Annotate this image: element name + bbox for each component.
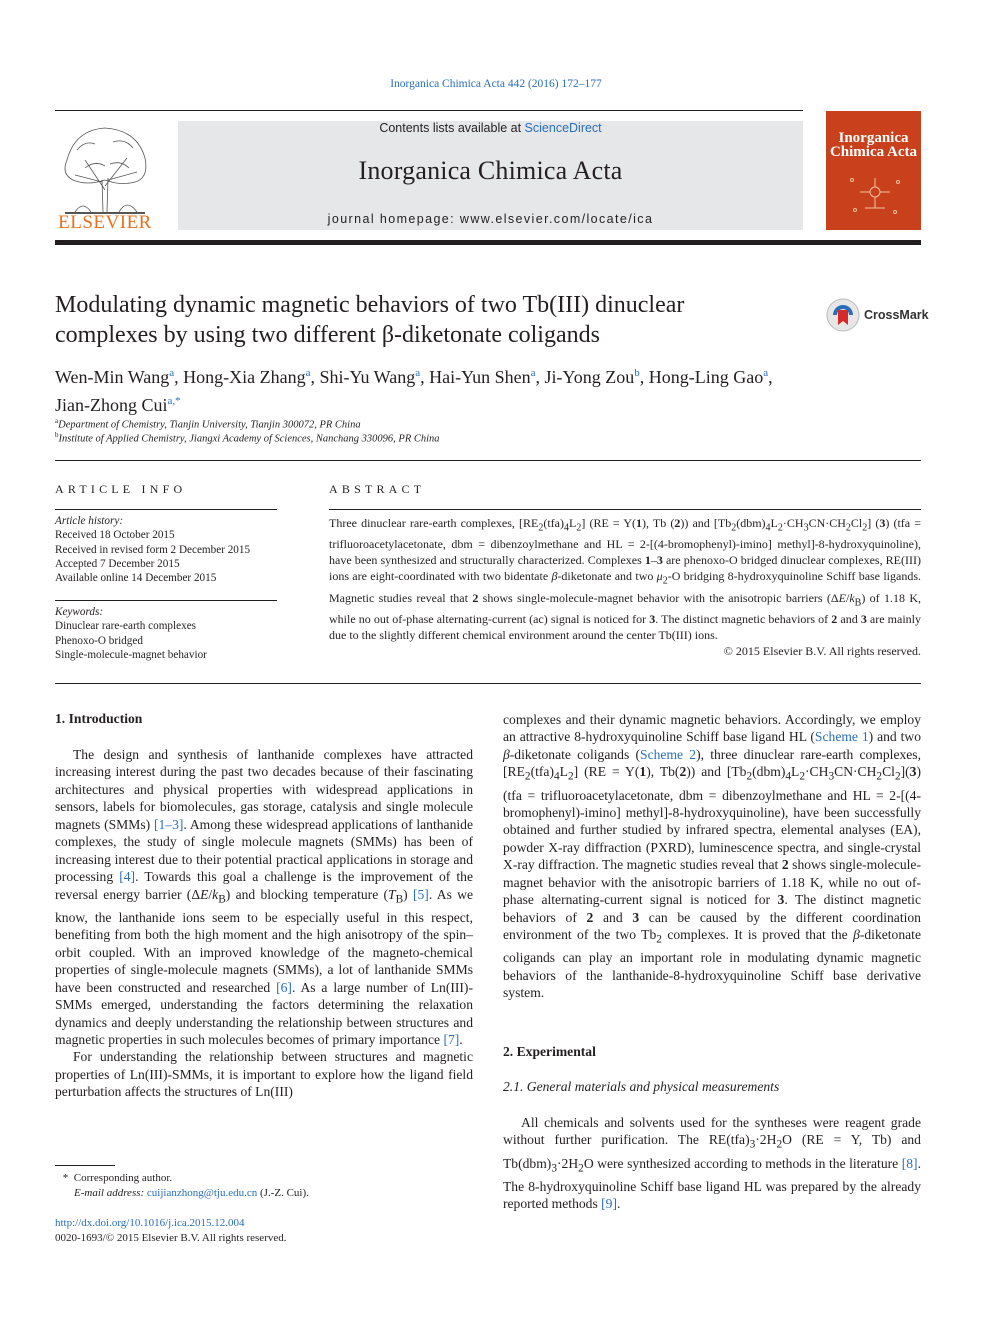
footnote-rule	[55, 1165, 115, 1166]
affiliation-text: Institute of Applied Chemistry, Jiangxi Academy of Sciences, Nanchang 330096, PR China	[58, 433, 440, 445]
introduction-continued: complexes and their dynamic magnetic behaviors. Accordingly, we employ an attractive 8-hydroxyquinoline Schiff base ligand HL (Scheme 1) and two β-diketonate coligands (Scheme 2), three dinuclear rare-earth complexes, $[RE_2(tfa)_4L_2] (RE = Y(1)$, Tb(2)) and $[Tb_2(dbm)_4L_2\cdot CH_3CN\cdot CH_2Cl_2](3) (tfa$ = trifluoroacetylacetonate, dbm = dibenzoylmethane and HL = 2-[(4-bromophenyl)-imino] methyl]-8-hydroxyquinoline), have been successfully obtained and further studied by infrared spectra, elemental analyses (EA), powder X-ray diffraction (PXRD), luminescence spectra, and single-crystal X-ray diffraction. The magnetic studies reveal that 2 shows single-molecule-magnet behavior with the anisotropic barriers of 1.18 K, while no out of-phase alternating-current signal is noticed for 3. The distinct magnetic behaviors of 2 and 3 can be caused by the different coordination environment of the two $Tb_2$ complexes. It is proved that the β-diketonate coligands can play an important role in modulating dynamic magnetic behaviors of the lanthanide-8-hydroxyquinoline Schiff base derivative system.	[503, 712, 921, 1001]
author[interactable]: Ji-Yong Zou	[544, 367, 635, 387]
author[interactable]: Shi-Yu Wang	[319, 367, 416, 387]
history-received: Received 18 October 2015	[55, 529, 175, 542]
author-separator: ,	[639, 367, 649, 387]
history-revised: Received in revised form 2 December 2015	[55, 543, 251, 556]
header-rule	[55, 110, 803, 111]
materials-subheading: 2.1. General materials and physical measurements	[503, 1079, 780, 1094]
abstract-copyright: © 2015 Elsevier B.V. All rights reserved.	[723, 644, 921, 659]
keyword: Phenoxo-O bridged	[55, 634, 143, 647]
article-info-heading: ARTICLE INFO	[55, 482, 187, 496]
author-affil-mark[interactable]: a	[305, 367, 311, 379]
citation-link[interactable]: [6]	[276, 979, 292, 995]
article-info-rule	[55, 509, 277, 510]
sciencedirect-link[interactable]: ScienceDirect	[524, 121, 602, 135]
section-rule	[55, 460, 921, 461]
citation-link[interactable]: [7]	[443, 1031, 460, 1047]
keyword: Single-molecule-magnet behavior	[55, 648, 207, 661]
author-affil-mark[interactable]: a	[530, 367, 536, 379]
history-online: Available online 14 December 2015	[55, 572, 217, 585]
email-line	[60, 1186, 480, 1201]
article-history	[55, 514, 277, 585]
journal-name: Inorganica Chimica Acta	[358, 156, 623, 185]
doi-url[interactable]: http://dx.doi.org/10.1016/j.ica.2015.12.004	[55, 1217, 245, 1229]
author-separator: ,	[535, 367, 545, 387]
keywords-label: Keywords:	[55, 606, 104, 618]
email-suffix: (J.-Z. Cui).	[257, 1187, 309, 1199]
email-link[interactable]: cuijianzhong@tju.edu.cn	[146, 1187, 258, 1199]
cover-illustration	[840, 170, 910, 220]
title-line-2: complexes by using two different β-diketonate coligands	[55, 322, 600, 348]
author-separator: ,	[174, 367, 184, 387]
citation-link[interactable]: [8]	[901, 1155, 918, 1171]
experimental-heading: 2. Experimental	[503, 1044, 596, 1059]
author-list	[55, 361, 921, 417]
author-separator: ,	[768, 367, 773, 387]
author-affil-mark[interactable]: a	[415, 367, 421, 379]
crossmark-label[interactable]: CrossMark	[864, 308, 929, 322]
article-title	[55, 290, 815, 350]
affiliation-text: Department of Chemistry, Tianjin University, Tianjin 300072, PR China	[58, 419, 361, 431]
author[interactable]: Hong-Ling Gao	[648, 367, 764, 387]
issn-line: 0020-1693/© 2015 Elsevier B.V. All rights reserved.	[55, 1232, 287, 1244]
journal-homepage[interactable]: journal homepage: www.elsevier.com/locate/ica	[327, 212, 654, 226]
scheme-link[interactable]: Scheme 1	[814, 729, 869, 745]
author-separator: ,	[420, 367, 430, 387]
publisher-logo-text: ELSEVIER	[58, 212, 152, 233]
author-affil-mark[interactable]: a,*	[167, 395, 181, 407]
history-label: Article history:	[55, 515, 124, 527]
citation-link[interactable]: [9]	[601, 1196, 618, 1212]
citation-link[interactable]: [1–3]	[153, 816, 184, 832]
cover-line-2: Chimica Acta	[829, 144, 918, 160]
contents-prefix: Contents lists available at	[379, 121, 525, 135]
author[interactable]: Jian-Zhong Cui	[55, 395, 168, 415]
journal-cover-title	[826, 131, 921, 159]
author[interactable]: Hai-Yun Shen	[429, 367, 531, 387]
citation-link[interactable]: [4]	[119, 869, 136, 885]
footnote	[60, 1171, 480, 1201]
email-label: E-mail address:	[74, 1187, 145, 1199]
author-separator: ,	[310, 367, 320, 387]
abstract-text: Three dinuclear rare-earth complexes, $[RE_2(tfa)_4L_2] (RE = Y(1)$, Tb (2)) and $[Tb_2(dbm)_4L_2\cdot CH_3CN\cdot CH_2Cl_2]$ (3) (tfa = trifluoroacetylacetonate, dbm = dibenzoylmethane and HL = 2-[(4-bromophenyl)-imino] methyl]-8-hydroxyquinoline), have been synthesized and structurally characterized. Complexes 1–3 are phenoxo-O bridged dinuclear complexes, RE(III) ions are eight-coordinated with two bidentate β-diketonate and two $\mu_2-O$ bridging 8-hydroxyquinoline Schiff base ligands. Magnetic studies reveal that 2 shows single-molecule-magnet behavior with the anisotropic barriers $(\Delta E/k_B)$ of 1.18 K, while no out of-phase alternating-current (ac) signal is noticed for 3. The distinct magnetic behaviors of 2 and 3 are mainly due to the slightly different chemical environment around the center Tb(III) ions. © 2015 Elsevier B.V. All rights reserved.	[329, 516, 922, 659]
cover-line-1: Inorganica	[838, 130, 909, 146]
citation-link[interactable]: [5]	[412, 886, 429, 902]
corresponding-label: Corresponding author.	[73, 1172, 173, 1184]
author[interactable]: Wen-Min Wang	[55, 367, 170, 387]
contents-line	[178, 121, 803, 135]
header-thick-rule	[55, 240, 921, 245]
doi-link[interactable]	[55, 1216, 245, 1231]
keyword: Dinuclear rare-earth complexes	[55, 620, 197, 633]
journal-reference-link[interactable]: Inorganica Chimica Acta 442 (2016) 172–177	[390, 78, 602, 90]
author[interactable]: Hong-Xia Zhang	[183, 367, 306, 387]
materials-body: All chemicals and solvents used for the syntheses were reagent grade without further purification. The $RE(tfa)_3\cdot 2H_2O$ (RE = Y, Tb) and $Tb(dbm)_3\cdot 2H_2O$ were synthesized according to methods in the literature [8]. The 8-hydroxyquinoline Schiff base ligand HL was prepared by the already reported methods [9].	[503, 1115, 921, 1212]
abstract-rule	[329, 509, 921, 510]
abstract-heading: ABSTRACT	[329, 482, 426, 496]
keywords-rule	[55, 600, 277, 601]
introduction-heading: 1. Introduction	[55, 711, 143, 726]
section-rule	[55, 683, 921, 684]
corresponding-author: * Corresponding author.	[60, 1172, 173, 1184]
history-accepted: Accepted 7 December 2015	[55, 557, 180, 570]
affiliation	[55, 431, 921, 445]
affiliation	[55, 417, 921, 431]
affiliation-mark: a	[55, 417, 59, 425]
author-affil-mark[interactable]: a	[763, 367, 769, 379]
crossmark-icon[interactable]	[826, 298, 860, 332]
author-affil-mark[interactable]: a	[169, 367, 175, 379]
scheme-link[interactable]: Scheme 2	[640, 746, 697, 762]
affiliation-mark: b	[55, 431, 59, 439]
introduction-body: The design and synthesis of lanthanide complexes have attracted increasing interest during the past two decades because of their fascinating architectures and physical properties with widespread applications in sensors, labels for biomolecules, gas storage, catalysis and single molecule magnets (SMMs) [1–3]. Among these widespread applications of lanthanide complexes, the study of single molecule magnets (SMMs) has been of increasing interest due to their potential practical applications in storage and processing [4]. Towards this goal a challenge is the improvement of the reversal energy barrier $(\Delta E/k_B)$ and blocking temperature $(T_B)$ [5]. As we know, the lanthanide ions seem to be especially useful in this respect, benefiting from both the high moment and the high anisotropy of the spin–orbit coupled. With an improved knowledge of the magneto-chemical properties of single-molecule magnets (SMMs), a lot of lanthanide SMMs have been constructed and researched [6]. As a large number of Ln(III)-SMMs emerged, understanding the factors determining the relaxation dynamics and deeply understanding the relationship between structures and magnetic properties in such molecules becomes of primary importance [7]. For understanding the relationship between structures and magnetic properties of Ln(III)-SMMs, it is important to explore how the ligand field perturbation affects the structures of Ln(III)	[55, 747, 473, 1100]
title-line-1: Modulating dynamic magnetic behaviors of two Tb(III) dinuclear	[55, 292, 685, 318]
keywords	[55, 605, 277, 662]
author-affil-mark[interactable]: b	[634, 367, 640, 379]
